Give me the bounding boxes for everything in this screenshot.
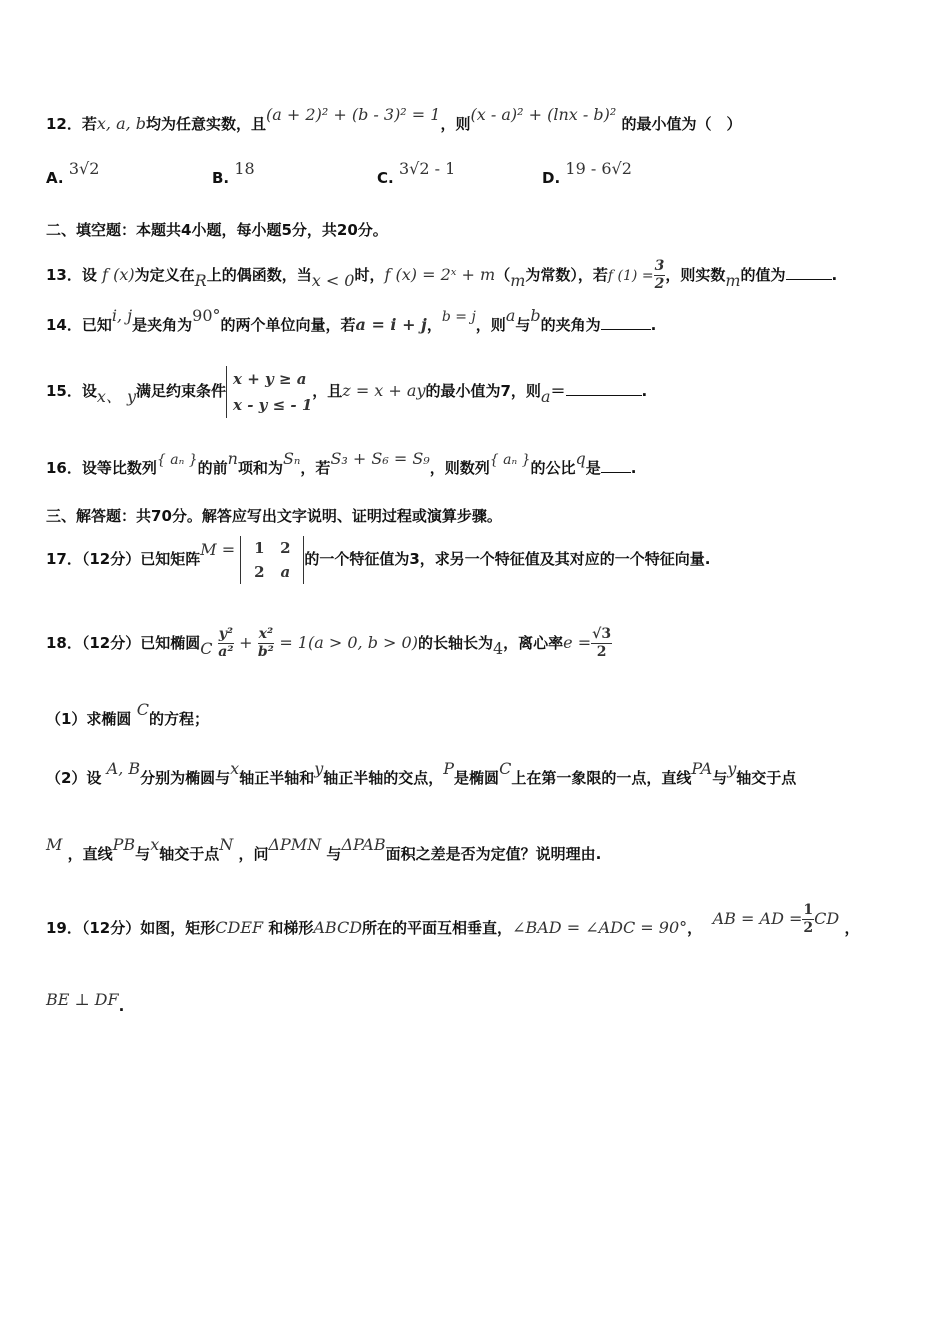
q14-vector-b: b = j bbox=[441, 309, 476, 325]
q14-b: b bbox=[530, 306, 541, 325]
q13-text: . bbox=[831, 266, 838, 284]
q18-text: 轴正半轴和 bbox=[239, 769, 315, 787]
q19-text: 19．（12分）如图，矩形 bbox=[46, 919, 216, 937]
section-2-heading: 二、填空题：本题共4小题，每小题5分，共20分。 bbox=[46, 221, 388, 239]
q13-definition: f (x) = 2ˣ + m bbox=[384, 265, 496, 284]
q16-q: q bbox=[575, 449, 586, 468]
q19-text: ， bbox=[687, 919, 703, 937]
q14-text: 的两个单位向量，若 bbox=[220, 316, 356, 334]
matrix-cell: 2 bbox=[254, 562, 265, 581]
q16-answer-blank[interactable] bbox=[601, 458, 631, 473]
q13-text: 13．设 bbox=[46, 266, 97, 284]
q14-text: ，则 bbox=[475, 316, 506, 334]
q18-e: e = bbox=[563, 633, 592, 652]
question-18-part-2 bbox=[46, 759, 910, 788]
q18-x: x bbox=[230, 759, 240, 778]
q12-option-a bbox=[46, 159, 100, 187]
q15-a: a bbox=[540, 387, 551, 406]
q18-text: 轴交于点 bbox=[159, 845, 220, 863]
q18-text: ，问 bbox=[238, 845, 269, 863]
q14-angle: 90° bbox=[192, 306, 221, 325]
q13-fraction bbox=[654, 258, 666, 293]
q18-text: ，离心率 bbox=[503, 634, 564, 652]
q13-text: 的值为 bbox=[740, 266, 786, 284]
question-17 bbox=[46, 530, 910, 588]
q18-M: M bbox=[46, 835, 63, 854]
q12-option-c bbox=[377, 159, 456, 187]
q18-y: y bbox=[727, 759, 737, 778]
q15-constraint-2: x - y ≤ - 1 bbox=[233, 395, 313, 414]
q16-n: n bbox=[227, 449, 238, 468]
q18-text: 轴交于点 bbox=[736, 769, 797, 787]
matrix-cell: 2 bbox=[280, 538, 291, 557]
matrix-cell: 1 bbox=[254, 538, 265, 557]
fraction-numerator: y² bbox=[218, 626, 234, 642]
q14-text: ， bbox=[426, 316, 442, 334]
question-18-part-2-cont bbox=[46, 835, 910, 864]
q16-text: ，则数列 bbox=[429, 459, 490, 477]
q18-text: 轴正半轴的交点， bbox=[323, 769, 444, 787]
fraction-denominator: a² bbox=[218, 644, 234, 660]
option-value: 19 - 6√2 bbox=[565, 159, 632, 178]
q15-constraints bbox=[226, 366, 312, 418]
q12-vars: x, a, b bbox=[96, 114, 147, 133]
q18-frac-y bbox=[218, 626, 234, 661]
fraction-numerator: x² bbox=[258, 626, 274, 642]
q18-C: C bbox=[200, 639, 213, 658]
q14-vector-a: a = i + j bbox=[355, 315, 427, 334]
question-13 bbox=[46, 258, 910, 293]
q14-ij: i, j bbox=[111, 306, 133, 325]
matrix-cell: a bbox=[280, 562, 291, 581]
q13-f1: f (1) = bbox=[607, 268, 654, 284]
fraction-numerator: √3 bbox=[592, 626, 612, 642]
q15-text: 的最小值为7，则 bbox=[425, 382, 541, 400]
q14-answer-blank[interactable] bbox=[601, 315, 651, 330]
q17-matrix bbox=[240, 536, 304, 584]
q15-xy: x、 y bbox=[96, 387, 137, 406]
q14-text: 14．已知 bbox=[46, 316, 112, 334]
q14-a: a bbox=[505, 306, 516, 325]
q12-expression: (x - a)² + (lnx - b)² bbox=[470, 105, 617, 124]
q17-M: M = bbox=[200, 540, 236, 559]
q19-text: . bbox=[118, 997, 125, 1015]
q13-text: 为常数），若 bbox=[525, 266, 608, 284]
question-12-stem bbox=[46, 105, 910, 134]
q18-length: 4 bbox=[492, 639, 504, 658]
q17-text: 的一个特征值为3，求另一个特征值及其对应的一个特征向量. bbox=[304, 550, 711, 568]
q12-text: 12．若 bbox=[46, 115, 97, 133]
q19-text: ， bbox=[844, 919, 860, 937]
q19-text: 所在的平面互相垂直， bbox=[362, 919, 513, 937]
question-19-cont bbox=[46, 990, 910, 1015]
q18-text: （2）设 bbox=[46, 769, 102, 787]
option-label: D. bbox=[542, 169, 561, 187]
question-19 bbox=[46, 904, 910, 952]
q13-text: 时， bbox=[354, 266, 385, 284]
q16-text: . bbox=[630, 459, 637, 477]
q16-sequence: { aₙ } bbox=[156, 452, 198, 468]
question-16 bbox=[46, 449, 910, 479]
q12-text: 均为任意实数，且 bbox=[146, 115, 267, 133]
q19-angles: ∠BAD = ∠ADC = 90° bbox=[512, 918, 688, 937]
option-label: B. bbox=[212, 169, 230, 187]
option-label: A. bbox=[46, 169, 64, 187]
option-value: 3√2 bbox=[68, 159, 100, 178]
q16-text: 项和为 bbox=[237, 459, 283, 477]
q18-text: （1）求椭圆 bbox=[46, 710, 132, 728]
q18-equation: = 1(a > 0, b > 0) bbox=[279, 633, 418, 652]
q12-text: 的最小值为（ ） bbox=[621, 115, 742, 133]
q15-objective: z = x + ay bbox=[342, 381, 426, 400]
q13-m: m bbox=[510, 271, 526, 290]
q15-text: 15．设 bbox=[46, 382, 97, 400]
q13-text: （ bbox=[495, 266, 511, 284]
q14-text: 是夹角为 bbox=[132, 316, 193, 334]
q18-text: 上在第一象限的一点，直线 bbox=[511, 769, 692, 787]
section-3-heading: 三、解答题：共70分。解答应写出文字说明、证明过程或演算步骤。 bbox=[46, 507, 502, 525]
q12-option-d bbox=[542, 159, 632, 187]
q18-x: x bbox=[150, 835, 160, 854]
q18-AB: A, B bbox=[106, 759, 141, 778]
q19-text: 和梯形 bbox=[268, 919, 314, 937]
fraction-denominator: b² bbox=[257, 644, 274, 660]
q18-P: P bbox=[443, 759, 455, 778]
q18-text: 18．（12分）已知椭圆 bbox=[46, 634, 201, 652]
q13-answer-blank[interactable] bbox=[786, 265, 832, 280]
q18-PMN: ΔPMN bbox=[268, 835, 322, 854]
q18-PB: PB bbox=[112, 835, 136, 854]
q14-text: 与 bbox=[515, 316, 531, 334]
q18-text: 与 bbox=[135, 845, 151, 863]
q16-sequence: { aₙ } bbox=[489, 452, 531, 468]
q16-text: ，若 bbox=[300, 459, 331, 477]
q14-text: 的夹角为 bbox=[540, 316, 601, 334]
fraction-numerator: 1 bbox=[803, 902, 814, 918]
q13-f: f (x) bbox=[102, 265, 135, 284]
q18-text: 与 bbox=[326, 845, 342, 863]
option-value: 3√2 - 1 bbox=[398, 159, 456, 178]
q16-text: 的前 bbox=[197, 459, 228, 477]
fraction-numerator: 3 bbox=[654, 258, 665, 274]
q18-text: 的长轴长为 bbox=[417, 634, 493, 652]
q15-text: 满足约束条件 bbox=[136, 382, 227, 400]
option-label: C. bbox=[377, 169, 394, 187]
q13-text: ，则实数 bbox=[665, 266, 726, 284]
q19-cd: CD bbox=[814, 909, 840, 928]
q15-text: ＝ bbox=[550, 382, 566, 400]
q18-frac-e bbox=[591, 626, 612, 661]
q13-R: R bbox=[194, 271, 207, 290]
question-18: 18．（12分）已知椭圆C $\frac{\text{y²}}{\text{a²}}$ + $\frac{\text{x²}}{\text{b²}}$ = 1(a > 0, b > 0)的长轴长为4，离心率e = $\frac{√3}{2}$ bbox=[46, 626, 612, 660]
q18-PAB: ΔPAB bbox=[341, 835, 386, 854]
q18-C: C bbox=[136, 700, 149, 719]
q19-ABCD: ABCD bbox=[313, 918, 363, 937]
q13-m: m bbox=[725, 271, 741, 290]
q18-N: N bbox=[219, 835, 234, 854]
question-18-part-1 bbox=[46, 700, 910, 729]
q16-equation: S₃ + S₆ = S₉ bbox=[330, 449, 430, 468]
q19-fraction bbox=[802, 902, 814, 937]
q19-perpendicular: BE ⊥ DF bbox=[46, 990, 119, 1009]
option-value: 18 bbox=[234, 159, 255, 178]
q18-frac-x bbox=[258, 626, 274, 661]
q13-condition: x < 0 bbox=[311, 271, 355, 290]
q15-constraint-1: x + y ≥ a bbox=[233, 369, 307, 388]
question-14 bbox=[46, 306, 910, 336]
q17-text: 17．（12分）已知矩阵 bbox=[46, 550, 201, 568]
q13-text: 为定义在 bbox=[134, 266, 195, 284]
fraction-denominator: 2 bbox=[654, 276, 665, 292]
fraction-denominator: 2 bbox=[596, 644, 607, 660]
q12-condition: (a + 2)² + (b - 3)² = 1 bbox=[266, 105, 441, 124]
q12-text: ，则 bbox=[440, 115, 471, 133]
q16-text: 是 bbox=[585, 459, 601, 477]
fraction-denominator: 2 bbox=[803, 920, 814, 936]
question-15 bbox=[46, 362, 910, 420]
q12-option-b bbox=[212, 159, 255, 187]
q18-text: 是椭圆 bbox=[454, 769, 500, 787]
q18-C: C bbox=[499, 759, 512, 778]
q13-text: 上的偶函数，当 bbox=[206, 266, 312, 284]
q16-text: 16．设等比数列 bbox=[46, 459, 157, 477]
q18-y: y bbox=[314, 759, 324, 778]
q16-text: 的公比 bbox=[530, 459, 576, 477]
q15-answer-blank[interactable] bbox=[566, 381, 642, 396]
q18-text: 分别为椭圆与 bbox=[140, 769, 231, 787]
q18-PA: PA bbox=[691, 759, 713, 778]
q19-CDEF: CDEF bbox=[215, 918, 264, 937]
q18-text: 的方程； bbox=[148, 710, 209, 728]
q18-text: ，直线 bbox=[67, 845, 113, 863]
q14-text: . bbox=[650, 316, 657, 334]
q15-text: ，且 bbox=[312, 382, 343, 400]
q18-text: 面积之差是否为定值？说明理由. bbox=[385, 845, 602, 863]
q16-Sn: Sₙ bbox=[282, 449, 301, 468]
q18-text: 与 bbox=[712, 769, 728, 787]
q19-ab-ad: AB = AD = bbox=[712, 909, 803, 928]
q15-text: . bbox=[641, 382, 648, 400]
